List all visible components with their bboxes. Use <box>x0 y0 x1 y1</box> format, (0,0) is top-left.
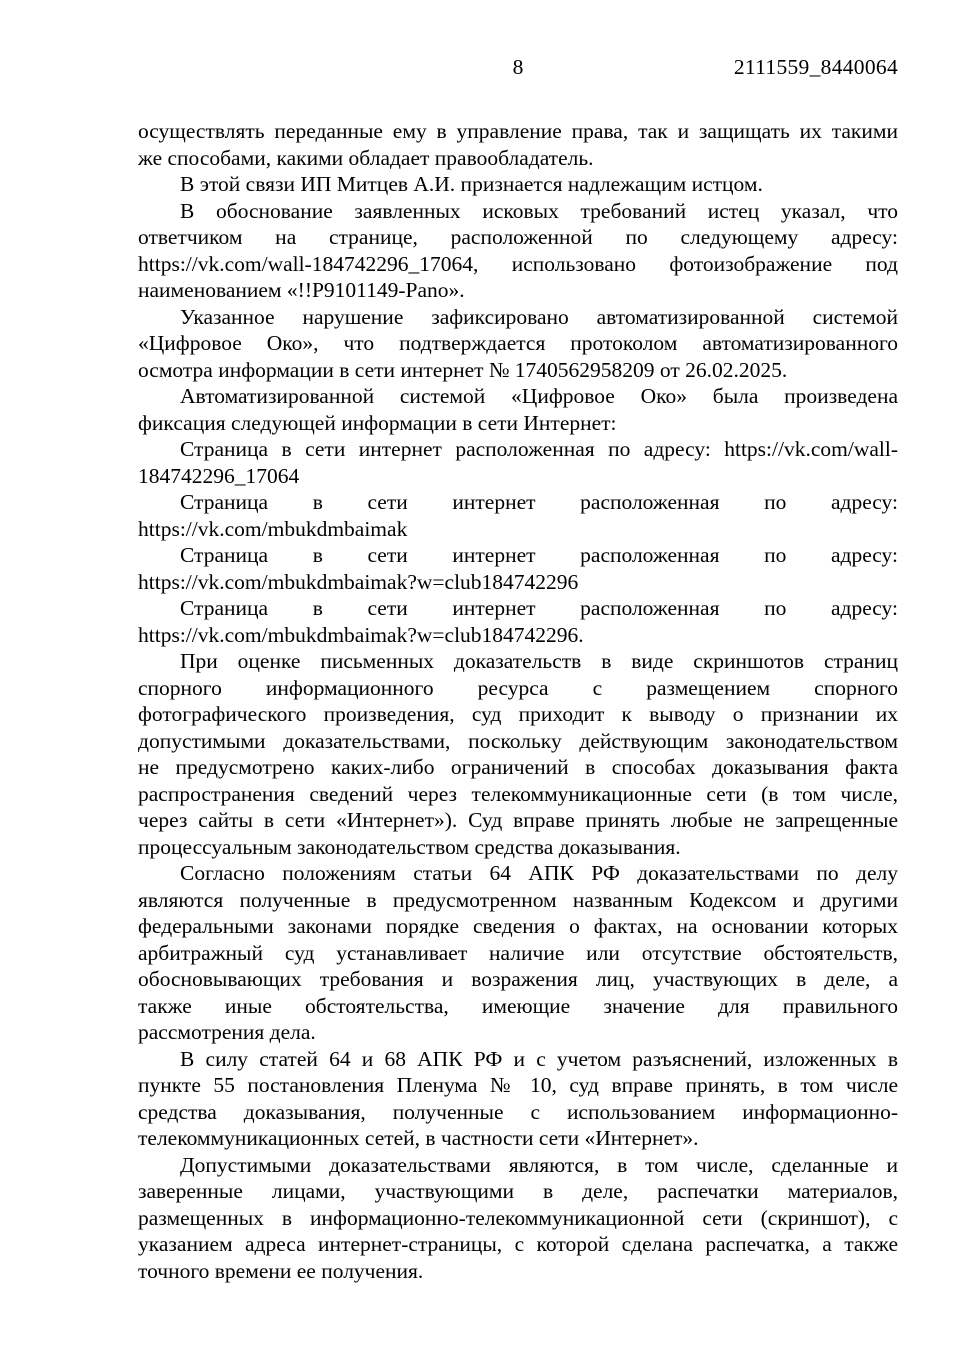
text-line: Указанное нарушение зафиксировано автоматизированной системой <box>180 304 898 329</box>
text-line: не предусмотрено каких-либо ограничений в способах доказывания факта <box>138 755 898 779</box>
text-line: через сайты в сети «Интернет»). Суд вправе принять любые не запрещенные <box>138 808 898 832</box>
text-line: Страница в сети интернет расположенная по адресу: <box>180 596 898 620</box>
text-line: обосновывающих требования и возражения лиц, участвующих в деле, а <box>138 967 898 991</box>
paragraph <box>138 595 898 648</box>
paragraph <box>138 198 898 304</box>
paragraph <box>138 118 898 171</box>
text-line: осуществлять переданные ему в управление права, так и защищать их такими <box>138 119 898 143</box>
text-line: При оценке письменных доказательств в виде скриншотов страниц <box>180 649 898 673</box>
text-line: заверенные лицами, участвующими в деле, распечатки материалов, <box>138 1179 898 1203</box>
text-line: Страница в сети интернет расположенная по адресу: <box>180 543 898 567</box>
text-line: допустимыми доказательствами, поскольку действующим законодательством <box>138 728 898 753</box>
text-line: размещенных в информационно-телекоммуникационной сети (скриншот), с <box>138 1205 898 1230</box>
document-body <box>138 118 898 1284</box>
text-line: пункте 55 постановления Пленума № 10, суд вправе принять, в том числе <box>138 1073 898 1097</box>
text-line: распространения сведений через телекоммуникационные сети (в том числе, <box>138 781 898 806</box>
text-line: арбитражный суд устанавливает наличие или отсутствие обстоятельств, <box>138 940 898 965</box>
text-column <box>138 0 898 1284</box>
text-line: также иные обстоятельства, имеющие значение для правильного <box>138 993 898 1018</box>
text-line: указанием адреса интернет-страницы, с которой сделана распечатка, а также <box>138 1232 898 1256</box>
text-line: «Цифровое Око», что подтверждается протоколом автоматизированного <box>138 331 898 355</box>
paragraph <box>138 1046 898 1152</box>
paragraph <box>138 304 898 384</box>
text-line: процессуальным законодательством средства доказывания. <box>138 834 681 859</box>
page-header <box>138 54 898 81</box>
text-line: ответчиком на странице, расположенной по следующему адресу: <box>138 225 898 249</box>
text-line: же способами, какими обладает правообладатель. <box>138 145 594 170</box>
text-line: Страница в сети интернет расположенная по адресу: <box>180 490 898 514</box>
text-line: Страница в сети интернет расположенная по адресу: https://vk.com/wall- <box>180 437 898 461</box>
text-line: фиксация следующей информации в сети Интернет: <box>138 410 617 435</box>
paragraph <box>138 860 898 1046</box>
text-line: являются полученные в предусмотренном названным Кодексом и другими <box>138 887 898 912</box>
text-line: Допустимыми доказательствами являются, в том числе, сделанные и <box>180 1152 898 1177</box>
document-id: 2111559_8440064 <box>733 55 898 79</box>
text-line: фотографического произведения, суд приходит к выводу о признании их <box>138 702 898 726</box>
text-line: осмотра информации в сети интернет № 1740562958209 от 26.02.2025. <box>138 357 788 382</box>
text-line: точного времени ее получения. <box>138 1258 424 1283</box>
text-line: https://vk.com/mbukdmbaimak?w=club184742296. <box>138 622 584 647</box>
text-line: https://vk.com/wall-184742296_17064, использовано фотоизображение под <box>138 251 898 276</box>
paragraph <box>138 489 898 542</box>
paragraph <box>138 383 898 436</box>
text-line: Согласно положениям статьи 64 АПК РФ доказательствами по делу <box>180 861 898 885</box>
text-line: телекоммуникационных сетей, в частности сети «Интернет». <box>138 1126 699 1150</box>
paragraph <box>138 171 898 198</box>
text-line: федеральными законами порядке сведения о фактах, на основании которых <box>138 914 898 938</box>
text-line: наименованием «!!P9101149-Pano». <box>138 278 465 302</box>
paragraph <box>138 542 898 595</box>
text-line: 184742296_17064 <box>138 463 300 488</box>
text-line: средства доказывания, полученные с использованием информационно- <box>138 1099 898 1124</box>
paragraph <box>138 648 898 860</box>
text-line: спорного информационного ресурса с размещением спорного <box>138 675 898 700</box>
paragraph <box>138 1152 898 1285</box>
text-line: В силу статей 64 и 68 АПК РФ и с учетом разъяснений, изложенных в <box>180 1046 898 1071</box>
text-line: рассмотрения дела. <box>138 1020 316 1044</box>
paragraph <box>138 436 898 489</box>
text-line: Автоматизированной системой «Цифровое Око» была произведена <box>180 384 898 408</box>
text-line: https://vk.com/mbukdmbaimak?w=club184742296 <box>138 569 579 594</box>
text-line: https://vk.com/mbukdmbaimak <box>138 516 408 541</box>
text-line: В этой связи ИП Митцев А.И. признается надлежащим истцом. <box>180 172 763 196</box>
text-line: В обоснование заявленных исковых требований истец указал, что <box>180 198 898 223</box>
page-number: 8 <box>512 55 524 79</box>
